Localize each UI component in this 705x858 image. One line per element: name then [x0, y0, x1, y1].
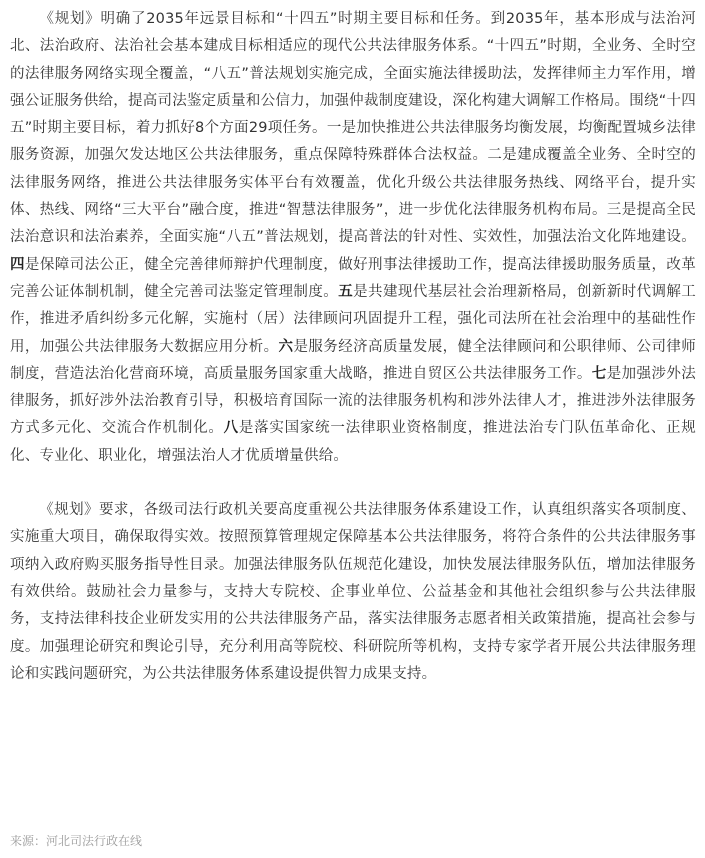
bold-numeral-four: 四: [10, 256, 25, 273]
paragraph-text: 是保障司法公正，健全完善律师辩护代理制度，做好刑事法律援助工作，提高法律援助服务质量，改革完善公证体制机制，健全完善司法鉴定管理制度。: [10, 256, 696, 300]
paragraph-text: 是共建现代基层社会治理新格局，创新新时代调解工作，推进矛盾纠纷多元化解，实施村（居）法律顾问巩固提升工程，强化司法所在社会治理中的基础性作用，加强公共法律服务大数据应用分析。: [10, 283, 696, 355]
paragraph-text: 是落实国家统一法律职业资格制度，推进法治专门队伍革命化、正规化、专业化、职业化，增强法治人才优质增量供给。: [10, 420, 696, 464]
article-body: [10, 6, 696, 688]
paragraph-text: 是服务经济高质量发展，健全法律顾问和公职律师、公司律师制度，营造法治化营商环境，高质量服务国家重大战略，推进自贸区公共法律服务工作。: [10, 338, 696, 382]
paragraph-text: 《规划》要求，各级司法行政机关要高度重视公共法律服务体系建设工作，认真组织落实各项制度、实施重大项目，确保取得实效。按照预算管理规定保障基本公共法律服务，将符合条件的公共法律服务事项纳入政府购买服务指导性目录。加强法律服务队伍规范化建设，加快发展法律服务队伍，增加法律服务有效供给。鼓励社会力量参与，支持大专院校、企事业单位、公益基金和其他社会组织参与公共法律服务，支持法律科技企业研发实用的公共法律服务产品，落实法律服务志愿者相关政策措施，提高社会参与度。加强理论研究和舆论引导，充分利用高等院校、科研院所等机构，支持专家学者开展公共法律服务理论和实践问题研究，为公共法律服务体系建设提供智力成果支持。: [10, 502, 696, 682]
bold-numeral-five: 五: [338, 283, 354, 300]
bold-numeral-eight: 八: [223, 420, 239, 437]
article-paragraph-plan-requirements: [10, 497, 696, 688]
article-paragraph-plan-goals: [10, 6, 696, 470]
paragraph-text: 是加强涉外法律服务，抓好涉外法治教育引导，积极培育国际一流的法律服务机构和涉外法律人才，推进涉外法律服务方式多元化、交流合作机制化。: [10, 365, 697, 437]
paragraph-text: 《规划》明确了2035年远景目标和“十四五”时期主要目标和任务。到2035年，基本形成与法治河北、法治政府、法治社会基本建成目标相适应的现代公共法律服务体系。“十四五”时期，全业务、全时空的法律服务网络实现全覆盖，“八五”普法规划实施完成，全面实施法律援助法，发挥律师主力军作用，增强公证服务供给，提高司法鉴定质量和公信力，加强仲裁制度建设，深化构建大调解工作格局。围绕“十四五”时期主要目标，着力抓好8个方面29项任务。一是加快推进公共法律服务均衡发展，均衡配置城乡法律服务资源，加强欠发达地区公共法律服务，重点保障特殊群体合法权益。二是建成覆盖全业务、全时空的法律服务网络，推进公共法律服务实体平台有效覆盖，优化升级公共法律服务热线、网络平台，提升实体、热线、网络“三大平台”融合度，推进“智慧法律服务”，进一步优化法律服务机构布局。三是提高全民法治意识和法治素养，全面实施“八五”普法规划，提高普法的针对性、实效性，加强法治文化阵地建设。: [10, 11, 696, 246]
article-source: 来源：河北司法行政在线: [10, 834, 143, 848]
bold-numeral-six: 六: [278, 338, 294, 355]
bold-numeral-seven: 七: [591, 365, 607, 382]
